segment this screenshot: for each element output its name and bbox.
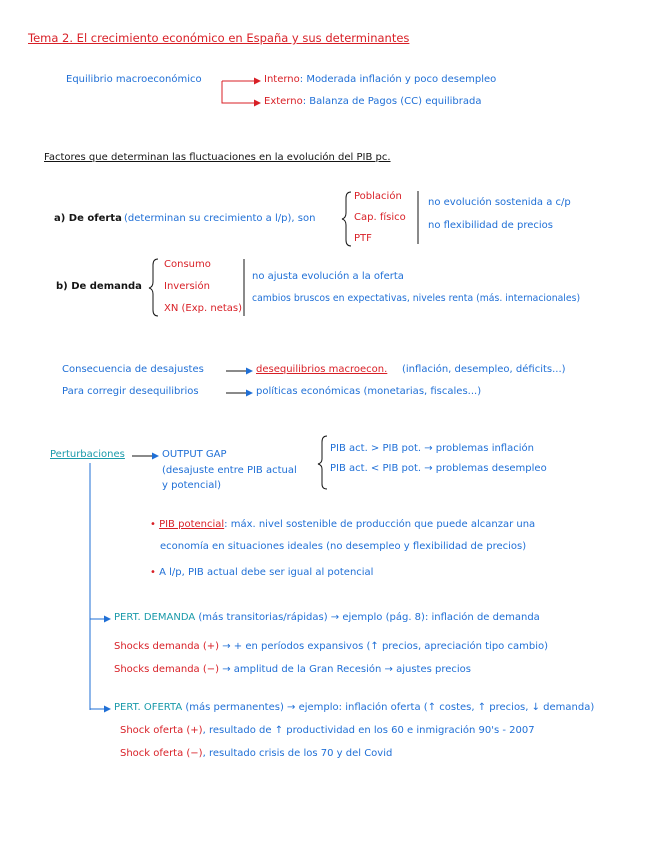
pert-oferta-desc: (más permanentes) → ejemplo: inflación oferta (↑ costes, ↑ precios, ↓ demanda) xyxy=(185,702,595,713)
shock-demanda-neg-label: Shocks demanda (−) xyxy=(114,664,220,675)
demanda-note-1: no ajusta evolución a la oferta xyxy=(252,271,404,282)
consecuencia-label: Consecuencia de desajustes xyxy=(62,364,204,375)
factores-heading: Factores que determinan las fluctuaciones en la evolución del PIB pc. xyxy=(44,152,391,163)
oferta-note-1: no evolución sostenida a c/p xyxy=(428,197,571,208)
shock-oferta-neg-label: Shock oferta (−) xyxy=(120,748,203,759)
demanda-item-consumo: Consumo xyxy=(164,259,211,270)
pert-demanda-title: PERT. DEMANDA xyxy=(114,612,196,623)
perturbaciones-label: Perturbaciones xyxy=(50,449,125,460)
oferta-brace xyxy=(342,192,351,246)
oferta-item-poblacion: Población xyxy=(354,191,402,202)
oferta-item-capital: Cap. físico xyxy=(354,212,406,223)
consecuencia-target: desequilibrios macroecon. xyxy=(256,364,388,375)
oferta-desc: (determinan su crecimiento a l/p), son xyxy=(124,213,316,224)
consecuencia-rest: (inflación, desempleo, déficits...) xyxy=(402,364,566,375)
shock-demanda-pos-label: Shocks demanda (+) xyxy=(114,641,220,652)
equilibrio-label: Equilibrio macroeconómico xyxy=(66,74,202,85)
gap-brace xyxy=(318,436,327,489)
demanda-item-inversion: Inversión xyxy=(164,281,210,292)
cond-1: PIB act. > PIB pot. → problemas inflación xyxy=(330,443,534,454)
equilibrio-arrow-externo xyxy=(222,81,260,103)
shock-oferta-neg-desc: , resultado crisis de los 70 y del Covid xyxy=(202,748,393,759)
corregir-rest: políticas económicas (monetarias, fiscales...) xyxy=(256,386,482,397)
demanda-note-2: cambios bruscos en expectativas, niveles renta (más. internacionales) xyxy=(252,293,581,304)
pib-potencial-term: PIB potencial xyxy=(159,519,225,530)
demanda-label: b) De demanda xyxy=(56,281,142,292)
pib-potencial-lp: • A l/p, PIB actual debe ser igual al potencial xyxy=(150,567,374,578)
shock-oferta-pos-desc: , resultado de ↑ productividad en los 60 e inmigración 90's - 2007 xyxy=(202,725,535,736)
interno-label: Interno xyxy=(264,74,300,85)
pib-potencial-text-1: : máx. nivel sostenible de producción que puede alcanzar una xyxy=(224,519,536,530)
demanda-brace xyxy=(149,259,158,316)
oferta-label: a) De oferta xyxy=(54,213,122,224)
page-title: Tema 2. El crecimiento económico en España y sus determinantes xyxy=(28,31,410,45)
oferta-item-ptf: PTF xyxy=(354,233,372,244)
pert-demanda-desc: (más transitorias/rápidas) → ejemplo (pág. 8): inflación de demanda xyxy=(198,612,540,623)
pib-potencial-def-1: • PIB potencial: máx. nivel sostenible de producción que puede alcanzar una xyxy=(150,519,536,530)
gap-desc-1: (desajuste entre PIB actual xyxy=(162,465,297,476)
shock-oferta-pos-label: Shock oferta (+) xyxy=(120,725,203,736)
pert-oferta-title: PERT. OFERTA xyxy=(114,702,183,713)
interno-desc: : Moderada inflación y poco desempleo xyxy=(299,74,497,85)
cond-2: PIB act. < PIB pot. → problemas desempleo xyxy=(330,463,547,474)
demanda-item-xn: XN (Exp. netas) xyxy=(164,303,243,314)
shock-demanda-pos-desc: → + en períodos expansivos (↑ precios, apreciación tipo cambio) xyxy=(222,641,548,652)
externo-desc: : Balanza de Pagos (CC) equilibrada xyxy=(302,96,482,107)
corregir-label: Para corregir desequilibrios xyxy=(62,386,199,397)
pib-potencial-def-2: economía en situaciones ideales (no desempleo y flexibilidad de precios) xyxy=(160,541,527,552)
externo-label: Externo xyxy=(264,96,303,107)
shock-demanda-neg-desc: → amplitud de la Gran Recesión → ajustes precios xyxy=(222,664,471,675)
oferta-note-2: no flexibilidad de precios xyxy=(428,220,553,231)
gap-desc-2: y potencial) xyxy=(162,480,222,491)
pib-potencial-lp-text: A l/p, PIB actual debe ser igual al potencial xyxy=(159,567,374,578)
output-gap: OUTPUT GAP xyxy=(162,449,227,460)
